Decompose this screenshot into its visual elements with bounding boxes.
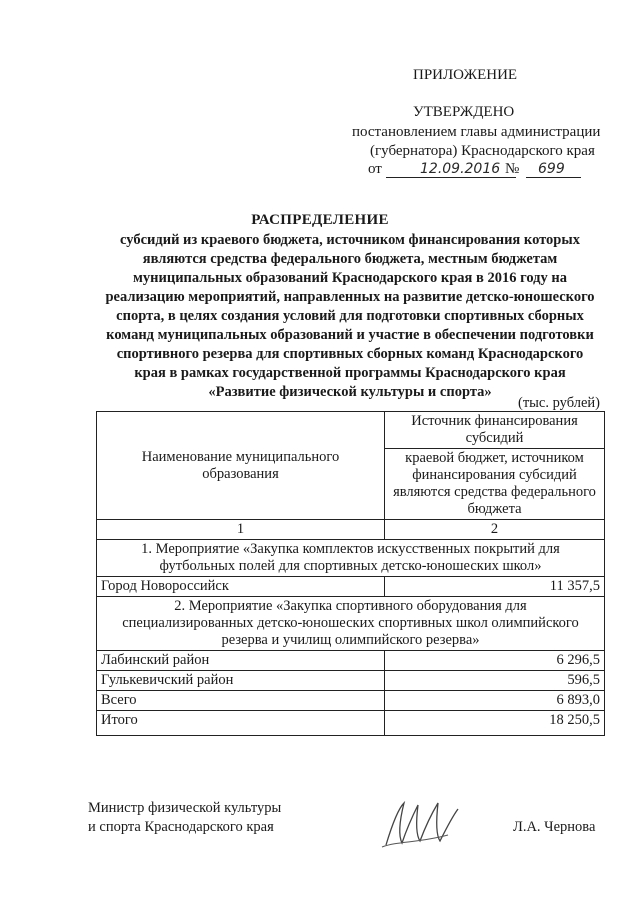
table-row (97, 691, 605, 711)
decree-line-2: (губернатора) Краснодарского края (370, 143, 595, 159)
handwritten-signature (378, 795, 468, 855)
col1-header: Наименование муниципального образования (97, 412, 385, 520)
subtitle-line: спорта, в целях создания условий для подготовки спортивных сборных (116, 308, 584, 324)
signatory-name: Л.А. Чернова (513, 819, 596, 835)
row-value: 6 893,0 (385, 691, 605, 711)
table-row (97, 671, 605, 691)
from-label: от (368, 161, 382, 177)
subtitle-line: команд муниципальных образований и участие в обеспечении подготовки (106, 327, 594, 343)
section-2-heading: 2. Мероприятие «Закупка спортивного оборудования для специализированных детско-юношеских спортивных школ олимпийского резерва и училищ олимпийского резерва» (97, 597, 605, 651)
row-name: Город Новороссийск (97, 577, 385, 597)
signatory-position-2: и спорта Краснодарского края (88, 819, 274, 835)
units-label: (тыс. рублей) (518, 395, 600, 411)
number-handwritten: 699 (538, 161, 565, 177)
date-handwritten: 12.09.2016 (420, 161, 501, 177)
approved-label: УТВЕРЖДЕНО (413, 104, 515, 120)
document-subtitle (60, 231, 640, 402)
row-name: Гулькевичский район (97, 671, 385, 691)
subtitle-line: «Развитие физической культуры и спорта» (208, 384, 492, 400)
subtitle-line: муниципальных образований Краснодарского края в 2016 году на (133, 270, 567, 286)
col2-header-bottom: краевой бюджет, источником финансирования субсидий являются средства федерального бюджета (385, 449, 605, 520)
subtitle-line: края в рамках государственной программы Краснодарского края (134, 365, 566, 381)
subtitle-line: являются средства федерального бюджета, местным бюджетам (142, 251, 558, 267)
row-value: 596,5 (385, 671, 605, 691)
table-row (97, 577, 605, 597)
row-value: 6 296,5 (385, 651, 605, 671)
col-number-1: 1 (97, 520, 385, 540)
table-row-total (97, 711, 605, 736)
col2-header-top: Источник финансирования субсидий (385, 412, 605, 449)
decree-line-1: постановлением главы администрации (352, 124, 601, 140)
total-name: Итого (97, 711, 385, 736)
decree-date-row (368, 160, 583, 182)
row-name: Всего (97, 691, 385, 711)
subtitle-line: спортивного резерва для спортивных сборных команд Краснодарского (116, 346, 584, 362)
col-number-2: 2 (385, 520, 605, 540)
document-title: РАСПРЕДЕЛЕНИЕ (251, 212, 389, 228)
subtitle-line: субсидий из краевого бюджета, источником финансирования которых (120, 232, 580, 248)
number-label: № (505, 161, 520, 177)
row-value: 11 357,5 (385, 577, 605, 597)
subtitle-line: реализацию мероприятий, направленных на развитие детско-юношеского (105, 289, 595, 305)
appendix-label: ПРИЛОЖЕНИЕ (413, 67, 518, 83)
total-value: 18 250,5 (385, 711, 605, 736)
table-row (97, 651, 605, 671)
signatory-position-1: Министр физической культуры (88, 800, 282, 816)
distribution-table (96, 411, 605, 736)
section-1-heading: 1. Мероприятие «Закупка комплектов искусственных покрытий для футбольных полей для спортивных детско-юношеских школ» (97, 540, 605, 577)
row-name: Лабинский район (97, 651, 385, 671)
